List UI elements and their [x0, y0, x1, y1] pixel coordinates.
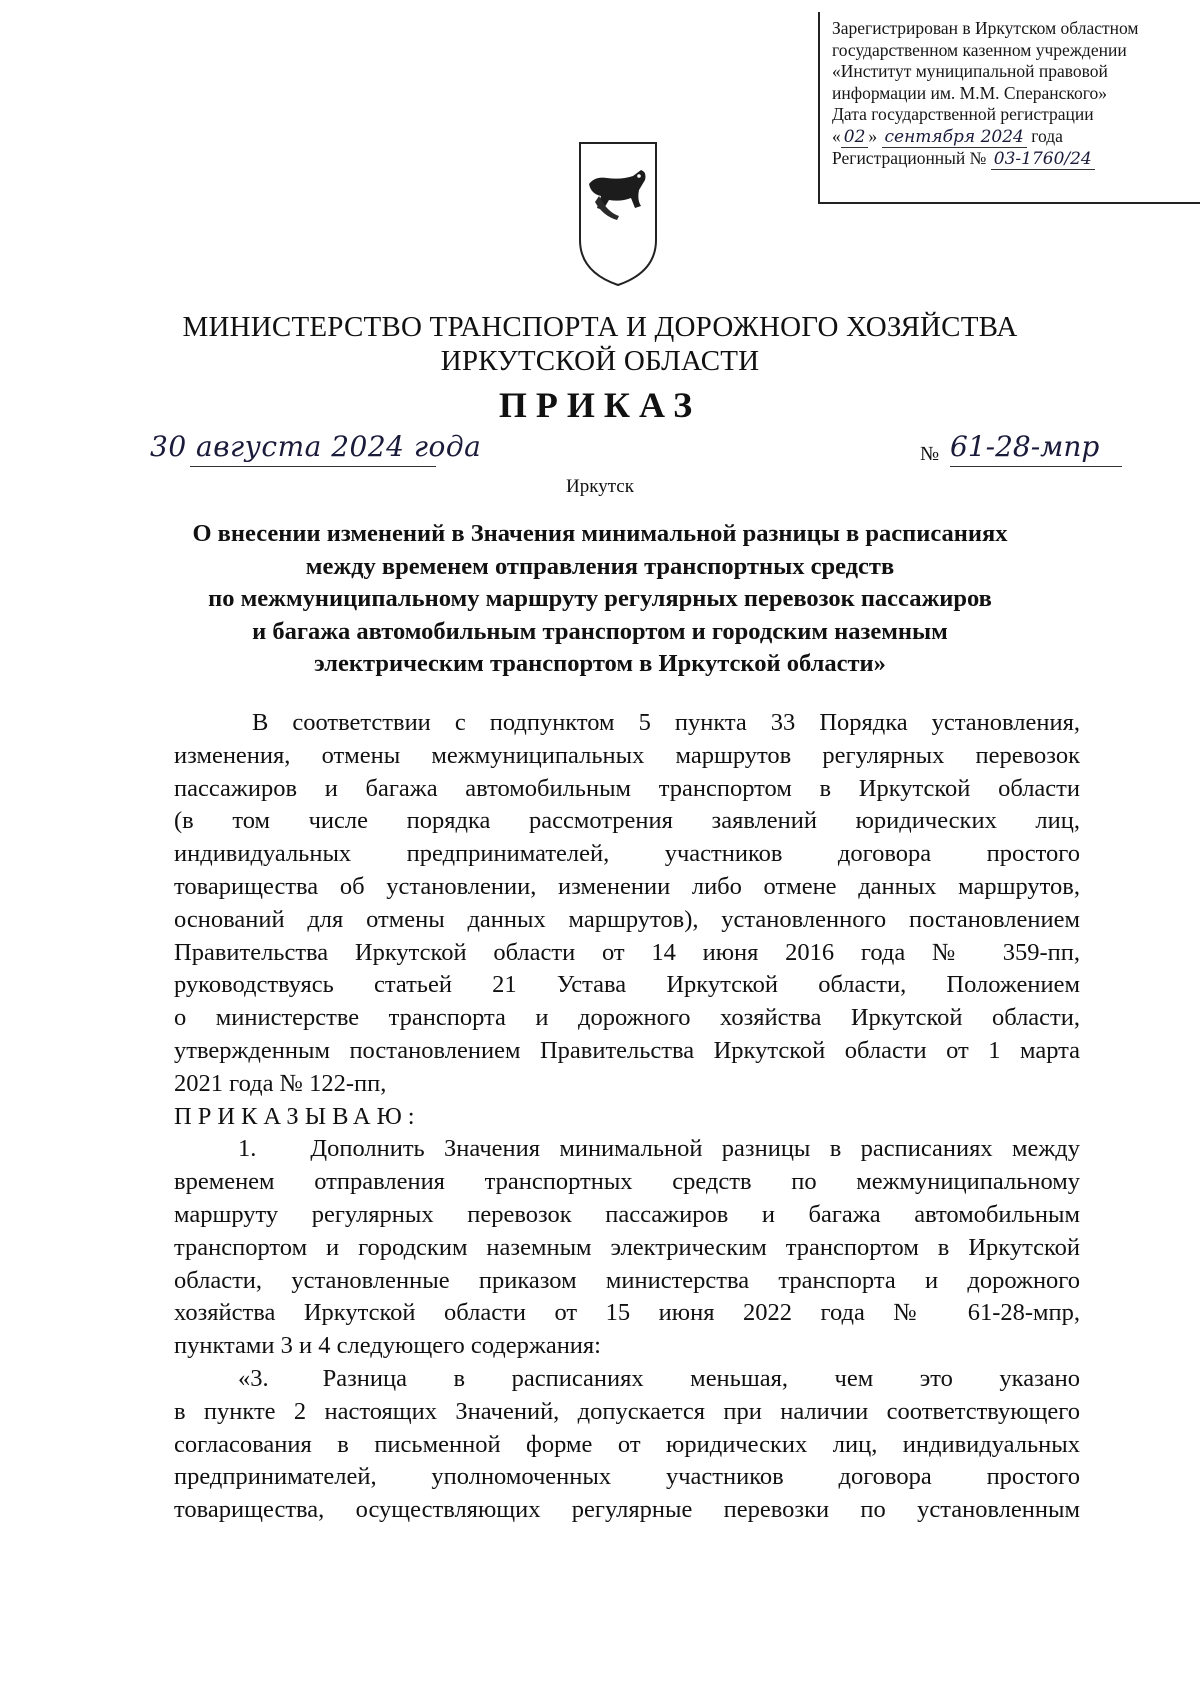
date-underline	[190, 466, 436, 467]
item-3-first-line	[174, 1363, 1080, 1396]
body-line: транспортом и городским наземным электрическим транспортом в Иркутской	[174, 1233, 1080, 1261]
body-line: В соответствии с подпунктом 5 пункта 33 Порядка установления,	[252, 709, 1080, 736]
item-1-number: 1.	[238, 1135, 257, 1163]
heading-line: по межмуниципальному маршруту регулярных перевозок пассажиров	[208, 585, 992, 612]
item-3-text: Разница в расписаниях меньшая, чем это указано	[322, 1364, 1080, 1392]
body-line: (в том числе порядка рассмотрения заявлений юридических лиц,	[174, 807, 1080, 835]
order-date: 30 августа 2024 года	[150, 430, 482, 463]
number-underline	[950, 466, 1122, 467]
body-line: индивидуальных предпринимателей, участников договора простого	[174, 840, 1080, 868]
body-line: руководствуясь статьей 21 Устава Иркутской области, Положением	[174, 971, 1080, 999]
body-line: оснований для отмены данных маршрутов), установленного постановлением	[174, 905, 1080, 933]
heading-line: и багажа автомобильным транспортом и городским наземным	[252, 617, 948, 645]
body-line: утвержденным постановлением Правительства Иркутской области от 1 марта	[174, 1036, 1080, 1064]
heading-line: электрическим транспортом в Иркутской области»	[314, 650, 886, 677]
body-line: согласования в письменной форме от юридических лиц, индивидуальных	[174, 1430, 1080, 1458]
stamp-reg-line	[832, 148, 1200, 171]
heading-line: О внесении изменений в Значения минимальной разницы в расписаниях	[192, 520, 1008, 547]
body-line: пассажиров и багажа автомобильным транспортом в Иркутской области	[174, 774, 1080, 802]
body-line: временем отправления транспортных средств по межмуниципальному	[174, 1168, 1080, 1196]
stamp-line: Зарегистрирован в Иркутском областном	[832, 18, 1139, 38]
order-heading	[120, 518, 1080, 681]
order-title: ПРИКАЗ	[498, 385, 702, 425]
stamp-line: Дата государственной регистрации	[832, 104, 1094, 124]
stamp-line: государственном казенном учреждении	[832, 39, 1127, 60]
body-line: пунктами 3 и 4 следующего содержания:	[174, 1332, 601, 1360]
stamp-date-line	[832, 126, 1200, 149]
coat-of-arms-emblem	[577, 140, 659, 288]
body-line: изменения, отмены межмуниципальных маршрутов регулярных перевозок	[174, 741, 1080, 769]
item-1-first-line	[174, 1133, 1080, 1166]
stamp-line: информации им. М.М. Сперанского»	[832, 82, 1107, 103]
order-word: ПРИКАЗЫВАЮ:	[174, 1102, 421, 1130]
city: Иркутск	[566, 476, 634, 497]
body-line: о министерстве транспорта и дорожного хозяйства Иркутской области,	[174, 1004, 1080, 1032]
stamp-date-suffix: года	[1031, 125, 1063, 146]
stamp-date-month-year: сентября 2024	[882, 127, 1027, 148]
order-number-label: №	[920, 443, 940, 465]
body-line: Правительства Иркутской области от 14 июня 2016 года № 359-пп,	[174, 938, 1080, 966]
body-line: области, установленные приказом министерства транспорта и дорожного	[174, 1266, 1080, 1294]
stamp-reg-number: 03-1760/24	[991, 149, 1095, 170]
registration-stamp	[818, 12, 1200, 204]
order-number: 61-28-мпр	[950, 430, 1100, 463]
stamp-line: «Институт муниципальной правовой	[832, 61, 1108, 81]
stamp-date-open: «	[832, 125, 841, 146]
ministry-name-line-1: МИНИСТЕРСТВО ТРАНСПОРТА И ДОРОЖНОГО ХОЗЯЙСТВА	[182, 311, 1018, 343]
body-line: 2021 года № 122-пп,	[174, 1069, 387, 1097]
body-line: предпринимателей, уполномоченных участников договора простого	[174, 1463, 1080, 1491]
stamp-date-mid: »	[868, 125, 878, 146]
stamp-reg-label: Регистрационный №	[832, 148, 987, 168]
body-line: маршруту регулярных перевозок пассажиров и багажа автомобильным	[174, 1200, 1080, 1228]
item-1-text: Дополнить Значения минимальной разницы в расписаниях между	[310, 1135, 1080, 1163]
stamp-date-day: 02	[841, 127, 869, 148]
body-line: товарищества об установлении, изменении либо отмене данных маршрутов,	[174, 872, 1080, 900]
body-line: хозяйства Иркутской области от 15 июня 2022 года № 61-28-мпр,	[174, 1299, 1080, 1327]
body-line: товарищества, осуществляющих регулярные перевозки по установленным	[174, 1496, 1080, 1524]
ministry-name-line-2: ИРКУТСКОЙ ОБЛАСТИ	[440, 345, 760, 377]
order-body	[174, 707, 1080, 1527]
heading-line: между временем отправления транспортных средств	[305, 552, 895, 580]
item-3-number: «3.	[238, 1364, 269, 1392]
body-line: в пункте 2 настоящих Значений, допускается при наличии соответствующего	[174, 1397, 1080, 1425]
